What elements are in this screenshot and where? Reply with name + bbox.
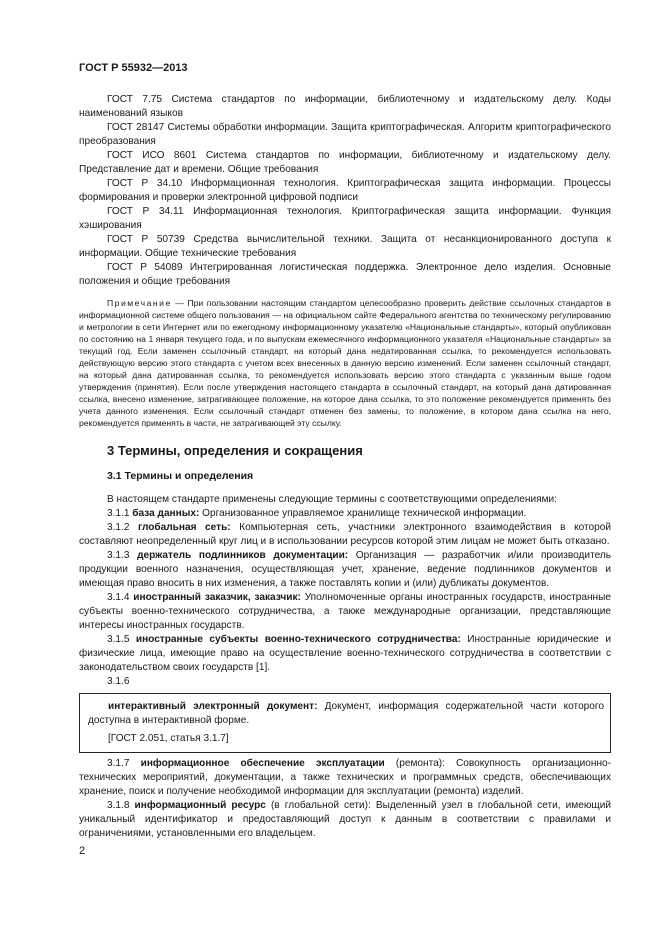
term-entry — [79, 507, 611, 521]
reference-item: ГОСТ Р 34.11 Информационная технология. Криптографическая защита информации. Функция хэширования — [79, 206, 611, 231]
term-number: 3.1.7 — [107, 758, 141, 769]
term-number-standalone: 3.1.6 — [107, 676, 130, 687]
term-name: иностранный заказчик, заказчик: — [133, 592, 301, 603]
term-definition: Организация — разработчик и/или производитель продукции военного назначения, осуществляющая учет, хранение, ведение подлинников документов и имеющая право вносить в них изменения, а также поставлять копии и (или) дубликаты документов. — [79, 550, 612, 589]
term-definition: (ремонта): Совокупность организационно-технических мероприятий, документации, а также технических и программных средств, обеспечивающих хранение, поиск и получение необходимой информации для эксплуатации (ремонта) изделий. — [79, 758, 611, 797]
term-definition: Документ, информация содержательной части которого доступна в интерактивной форме. — [88, 701, 604, 726]
term-definition: Компьютерная сеть, участники электронного взаимодействия в которой составляют неопределенный круг лиц и в использовании ресурсов которой этим лицам не может быть отказано. — [79, 522, 611, 547]
term-definition: Уполномоченные органы иностранных государств, иностранные субъекты военно-технического сотрудничества, а также международные организации, представляющие интересы иностранных государств. — [79, 592, 611, 631]
term-name: информационное обеспечение эксплуатации — [140, 758, 385, 769]
term-entry — [79, 633, 611, 675]
term-definition: Иностранные юридические и физические лица, имеющие право на осуществление военно-технического сотрудничества в соответствии с законодательством своих государств [1]. — [79, 634, 611, 673]
term-name: иностранные субъекты военно-технического сотрудничества: — [135, 634, 461, 645]
note-paragraph — [79, 297, 611, 429]
quoted-term-box — [79, 693, 611, 753]
term-number: 3.1.5 — [107, 634, 136, 645]
reference-item: ГОСТ 7.75 Система стандартов по информации, библиотечному и издательскому делу. Коды наименований языков — [79, 94, 611, 119]
subsection-heading: 3.1 Термины и определения — [107, 470, 254, 482]
term-name: глобальная сеть: — [138, 522, 231, 533]
term-number: 3.1.2 — [107, 522, 139, 533]
document-header: ГОСТ Р 55932—2013 — [79, 62, 188, 74]
term-number: 3.1.8 — [107, 800, 135, 811]
term-source: [ГОСТ 2.051, статья 3.1.7] — [108, 733, 229, 744]
note-text: — При пользовании настоящим стандартом целесообразно проверить действие ссылочных стандартов в информационной системе общего пользования — на официальном сайте Федерального агентства по техническому регулированию и метрологии в сети Интернет или по ежегодному информационному указателю «Национальные стандарты», который опубликован по состоянию на 1 января текущего года, и по выпускам ежемесячного информационного указателя «Национальные стандарты» за текущий год. Если заменен ссылочный стандарт, на который дана недатированная ссылка, то рекомендуется использовать действующую версию этого стандарта с учетом всех внесенных в данную версию изменений. Если заменен ссылочный стандарт, на который дана датированная ссылка, то рекомендуется использовать версию этого стандарта с указанным выше годом утверждения (принятия). Если после утверждения настоящего стандарта в ссылочный стандарт, на который дана датированная ссылка, внесено изменение, затрагивающее положение, на которое дана ссылка, то это положение рекомендуется применять без учета данного изменения. Если ссылочный стандарт отменен без замены, то положение, в котором дана ссылка на него, рекомендуется применять в части, не затрагивающей эту ссылку. — [79, 298, 611, 428]
term-entry — [79, 549, 611, 591]
term-name: информационный ресурс — [134, 800, 266, 811]
term-name: интерактивный электронный документ: — [108, 701, 318, 712]
reference-item: ГОСТ Р 34.10 Информационная технология. Криптографическая защита информации. Процессы формирования и проверки электронной цифровой подписи — [79, 178, 611, 203]
page-number: 2 — [79, 845, 86, 857]
term-number: 3.1.4 — [107, 592, 134, 603]
reference-item: ГОСТ Р 50739 Средства вычислительной техники. Защита от несанкционированного доступа к информации. Общие технические требования — [79, 234, 611, 259]
term-entry — [79, 591, 611, 633]
section-heading: 3 Термины, определения и сокращения — [107, 443, 363, 458]
intro-text: В настоящем стандарте применены следующие термины с соответствующими определениями: — [107, 494, 557, 505]
reference-item: ГОСТ 28147 Системы обработки информации. Защита криптографическая. Алгоритм криптографического преобразования — [79, 122, 611, 147]
document-body — [79, 93, 611, 841]
term-entry — [79, 799, 611, 841]
term-name: держатель подлинников документации: — [137, 550, 349, 561]
term-definition: (в глобальной сети): Выделенный узел в глобальной сети, имеющий уникальный идентификатор и предоставляющий доступ к данным в соответствии с правилами и ограничениями, установленными его владельцем. — [79, 800, 611, 839]
reference-item: ГОСТ Р 54089 Интегрированная логистическая поддержка. Электронное дело изделия. Основные положения и общие требования — [79, 262, 611, 287]
term-number: 3.1.1 — [107, 508, 133, 519]
term-name: база данных: — [132, 508, 200, 519]
note-lead: Примечание — [107, 298, 172, 308]
term-definition: Организованное управляемое хранилище технической информации. — [199, 508, 527, 519]
term-number: 3.1.3 — [107, 550, 138, 561]
term-entry — [79, 757, 611, 799]
term-entry — [88, 700, 604, 728]
term-entry — [79, 521, 611, 549]
reference-item: ГОСТ ИСО 8601 Система стандартов по информации, библиотечному и издательскому делу. Представление дат и времени. Общие требования — [79, 150, 611, 175]
